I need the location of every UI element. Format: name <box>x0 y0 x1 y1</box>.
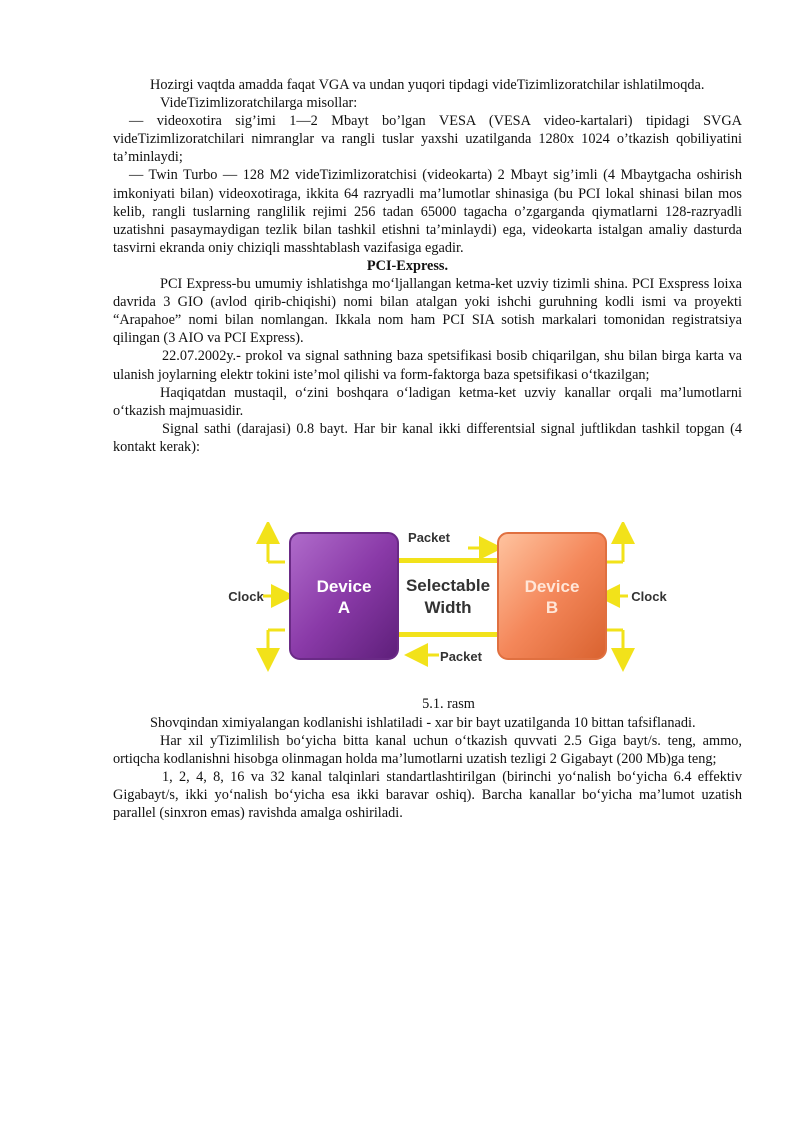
clock-label-right: Clock <box>631 589 667 604</box>
paragraph-signal-level: Signal sathi (darajasi) 0.8 bayt. Har bir kanal ikki differentsial signal juftlikdan tashkil topgan (4 kontakt kerak): <box>113 420 742 455</box>
paragraph-noise-coding: Shovqindan ximiyalangan kodlanishi ishlatiladi - xar bir bayt uzatilganda 10 bittan tafsiflanadi. <box>150 715 696 731</box>
device-a-box <box>290 533 398 659</box>
clock-label-left: Clock <box>228 589 264 604</box>
document-body-continued <box>113 714 742 823</box>
pci-express-diagram <box>113 522 742 682</box>
paragraph-pci-express-definition: PCI Express-bu umumiy ishlatishga mo‘ljallangan ketma-ket uzviy tizimli shina. PCI Exspress loixa davrida 3 GIO (avlod qirib-chiqishi) nomi bilan atalgan yoki ishchi guruhning kodli ismi va proyekti “Arapahoe” nomi bilan nomlangan. Ikkala nom ham PCI SIA sotish markalari tomonidan registratsiya qilingan (3 AIO va PCI Express). <box>113 276 742 347</box>
packet-label-bottom: Packet <box>440 649 482 664</box>
packet-label-top: Packet <box>408 530 450 545</box>
device-a-label-1: Device <box>316 577 372 596</box>
section-heading-pci-express: PCI-Express. <box>366 257 449 274</box>
device-a-label-2: A <box>337 598 351 617</box>
selectable-width-label-2: Width <box>424 598 472 617</box>
diagram-svg <box>113 522 742 682</box>
paragraph-twin-turbo-example: — Twin Turbo — 128 M2 videTizimlizoratchisi (videokarta) 2 Mbayt sig’imli (4 Mbaytgacha oshirish imkoniyati bilan) videoxotiraga, ikkita 64 razryadli ma’lumotlar shinasiga (bu PCI lokal shinasi bilan mos kelib, rangli tuslarning ranglilik rejimi 256 tadan 65000 tagacha o’zgarganda qiymatlarni 128-razryadli uzatishni pasaymaydigan tezlik bilan tashkil etishni ta’minlaydi) ega, videokarta istalgan amaliy dasturda tasvirni ekranda oniy chiziqli masshtablash vazifasiga egadir. <box>113 167 742 256</box>
device-b-label-2: B <box>545 598 559 617</box>
figure-caption: 5.1. rasm <box>422 696 475 712</box>
left-clock-bracket <box>263 532 285 660</box>
right-clock-bracket <box>606 532 628 660</box>
paragraph-lane-widths: 1, 2, 4, 8, 16 va 32 kanal talqinlari standartlashtirilgan (birinchi yo‘nalish bo‘yicha 6.4 effektiv Gigabayt/s, ikki yo‘nalish bo‘yicha esa ikki baravar oshiq). Barcha kanallar bo‘yicha ma’lumot uzatish parallel (sinxron emas) ravishda amalga oshiriladi. <box>113 769 742 822</box>
paragraph-independent-channels: Haqiqatdan mustaqil, o‘zini boshqara o‘ladigan ketma-ket uzviy kanallar orqali ma’lumotlarni o‘tkazish majmuasidir. <box>113 384 742 419</box>
selectable-width-label-1: Selectable <box>405 576 491 595</box>
device-b-label-1: Device <box>524 577 580 596</box>
document-body <box>113 76 742 456</box>
paragraph-vga-intro: Hozirgi vaqtda amadda faqat VGA va undan yuqori tipdagi videTizimlizoratchilar ishlatilmoqda. <box>150 77 705 93</box>
paragraph-spec-date: 22.07.2002y.- prokol va signal sathning baza spetsifikasi bosib chiqarilgan, shu bilan birga karta va ulanish joylarning elektr tokini iste’mol qilishi va form-faktorga baza spetsifikasi o‘tkazilgan; <box>113 348 742 383</box>
paragraph-bandwidth: Har xil yTizimlilish bo‘yicha bitta kanal uchun o‘tkazish quvvati 2.5 Giga bayt/s. teng, ammo, ortiqcha kodlanishni hisobga olinmagan holda ma’lumotlarni uzatish tezligi 2 Gigabayt (200 Mb)ga teng; <box>113 733 742 768</box>
paragraph-examples-title: VideTizimlizoratchilarga misollar: <box>160 95 358 112</box>
device-b-box <box>498 533 606 659</box>
paragraph-svga-example: — videoxotira sig’imi 1—2 Mbayt bo’lgan VESA (VESA video-kartalari) tipidagi SVGA videTizimlizoratchilari nimranglar va rangli tuslar yaxshi uzatilganda 1280x 1024 o’tkazish qobiliyatini ta’minlaydi; <box>113 113 742 166</box>
